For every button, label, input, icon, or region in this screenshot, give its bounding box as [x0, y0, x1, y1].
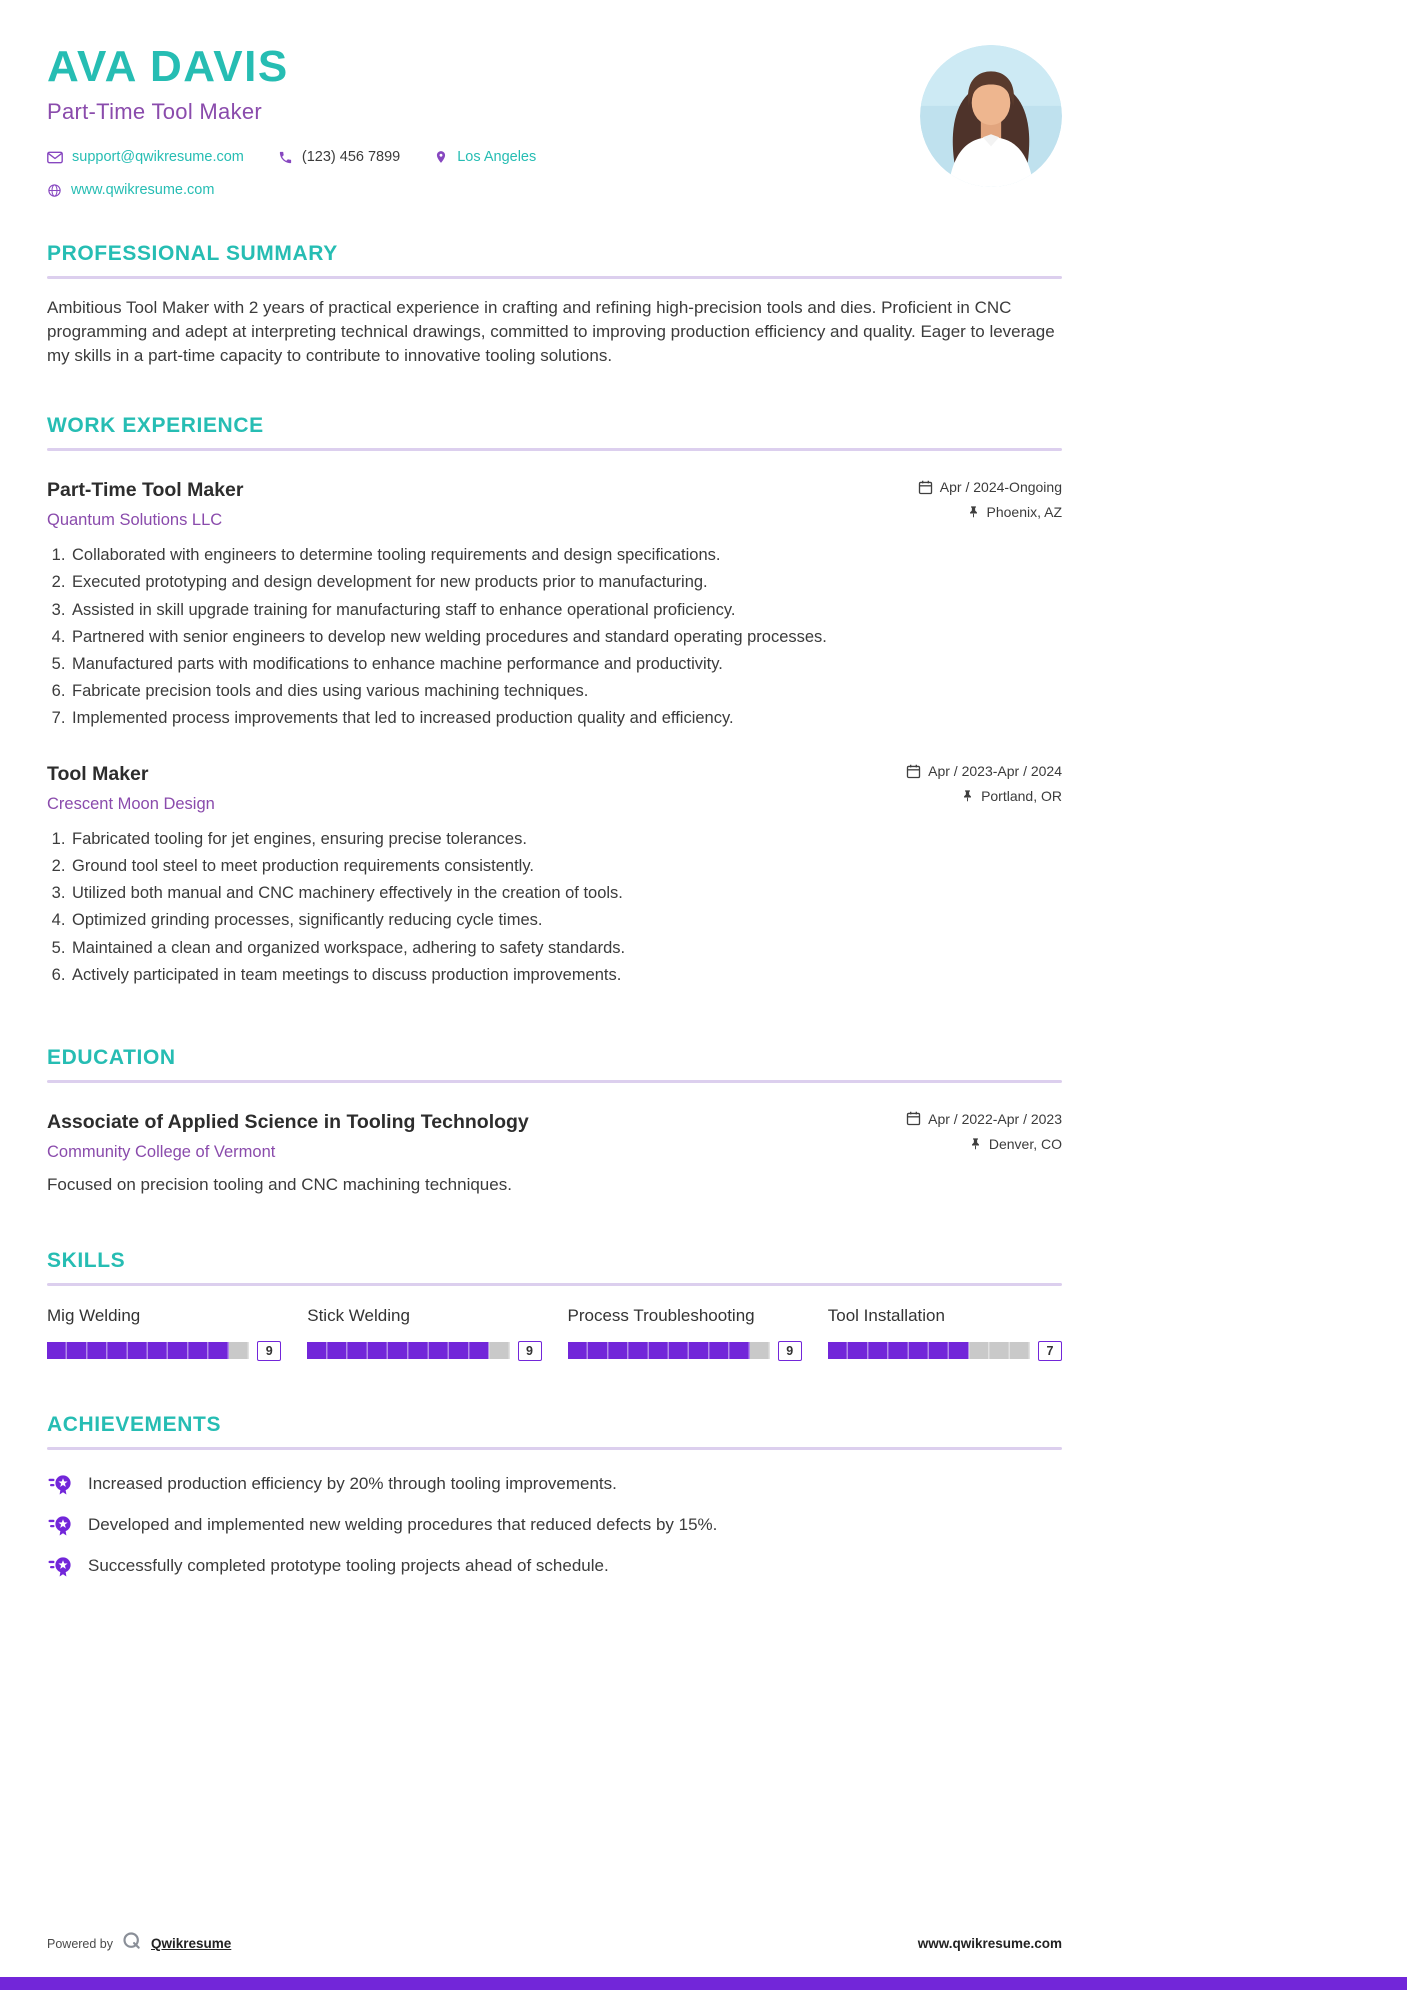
header [47, 42, 1062, 198]
contact-row-1 [47, 149, 536, 165]
job-location-text: Portland, OR [981, 788, 1062, 805]
education-dates-text: Apr / 2022-Apr / 2023 [928, 1110, 1062, 1127]
contact-row-2 [47, 182, 536, 198]
section-achievements [47, 1413, 1062, 1578]
footer [47, 1931, 1062, 1956]
skill-bar [568, 1342, 770, 1359]
job-2-titles [47, 763, 215, 814]
achievement-text: Increased production efficiency by 20% through tooling improvements. [88, 1473, 617, 1493]
section-divider [47, 1283, 1062, 1286]
education-description: Focused on precision tooling and CNC machining techniques. [47, 1174, 512, 1194]
experience-bullet: 6. Actively participated in team meetings to discuss production improvements. [70, 965, 1062, 986]
skill-name: Stick Welding [307, 1305, 410, 1325]
experience-bullet: 1. Fabricated tooling for jet engines, ensuring precise tolerances. [70, 829, 1062, 850]
experience-bullet: 6. Fabricate precision tools and dies using various machining techniques. [70, 681, 1062, 702]
contact-phone [278, 149, 400, 165]
section-skills [47, 1249, 1062, 1361]
job-2-bullets [47, 829, 1062, 986]
section-divider [47, 1447, 1062, 1450]
experience-bullet: 2. Executed prototyping and design development for new products prior to manufacturing. [70, 572, 1062, 593]
bottom-accent-bar [0, 1977, 1407, 1990]
qwikresume-logo-icon [122, 1931, 142, 1956]
summary-text: Ambitious Tool Maker with 2 years of practical experience in crafting and refining high-precision tools and dies. Proficient in CNC programming and adept at interpreting technical drawings, committed to improving production efficiency and quality. Eager to leverage my skills in a part-time capacity to contribute to innovative tooling solutions. [47, 298, 1055, 366]
experience-bullet: 5. Manufactured parts with modifications to enhance machine performance and productivity. [70, 654, 1062, 675]
footer-website: www.qwikresume.com [917, 1936, 1062, 1951]
email-link[interactable]: support@qwikresume.com [72, 149, 244, 165]
calendar-icon [906, 764, 921, 779]
education-dates [906, 1111, 1062, 1127]
skill-bar [47, 1342, 249, 1359]
skill-item [828, 1306, 1062, 1361]
job-title: Tool Maker [47, 763, 149, 786]
job-entry-2 [47, 763, 1062, 986]
section-education [47, 1046, 1062, 1195]
job-1-meta [918, 479, 1062, 520]
website-link[interactable]: www.qwikresume.com [71, 182, 215, 198]
award-star-icon [47, 1472, 73, 1496]
skill-bar [307, 1342, 509, 1359]
skill-value-badge: 9 [518, 1341, 542, 1361]
skill-value-badge: 9 [257, 1341, 281, 1361]
experience-bullet: 2. Ground tool steel to meet production requirements consistently. [70, 856, 1062, 877]
skills-grid [47, 1306, 1062, 1361]
job-2-meta [906, 763, 1062, 804]
skill-item [568, 1306, 802, 1361]
school-name: Community College of Vermont [47, 1142, 276, 1161]
phone-number: (123) 456 7899 [301, 149, 401, 165]
achievement-text: Developed and implemented new welding procedures that reduced defects by 15%. [88, 1514, 718, 1534]
contact-block [47, 149, 536, 198]
experience-heading: WORK EXPERIENCE [47, 414, 264, 438]
job-title: Part-Time Tool Maker [47, 479, 244, 502]
job-location-text: Phoenix, AZ [986, 504, 1062, 521]
contact-location [434, 149, 536, 165]
footer-branding [47, 1931, 231, 1956]
section-experience [47, 414, 1062, 985]
job-dates-text: Apr / 2023-Apr / 2024 [928, 763, 1062, 780]
experience-bullet: 1. Collaborated with engineers to determine tooling requirements and design specifications. [70, 545, 1062, 566]
education-location-text: Denver, CO [988, 1135, 1062, 1152]
achievements-heading: ACHIEVEMENTS [47, 1412, 222, 1436]
education-meta [906, 1111, 1062, 1152]
achievement-item [47, 1472, 1062, 1496]
experience-bullet: 7. Implemented process improvements that led to increased production quality and efficiency. [70, 708, 1062, 729]
profile-photo [920, 45, 1062, 187]
education-heading: EDUCATION [47, 1045, 176, 1069]
education-location [969, 1136, 1062, 1152]
skill-item [307, 1306, 541, 1361]
candidate-name: AVA DAVIS [47, 42, 289, 91]
section-divider [47, 448, 1062, 451]
job-1-bullets [47, 545, 1062, 729]
phone-icon [278, 150, 293, 165]
section-divider [47, 276, 1062, 279]
degree-title: Associate of Applied Science in Tooling Technology [47, 1110, 529, 1133]
achievement-item [47, 1554, 1062, 1578]
contact-email [47, 149, 244, 165]
job-dates [918, 479, 1062, 495]
experience-bullet: 4. Optimized grinding processes, significantly reducing cycle times. [70, 910, 1062, 931]
skills-heading: SKILLS [47, 1248, 126, 1272]
powered-by-label: Powered by [47, 1936, 114, 1951]
job-1-titles [47, 479, 244, 530]
job-dates [906, 763, 1062, 779]
experience-bullet: 3. Assisted in skill upgrade training for manufacturing staff to enhance operational proficiency. [70, 600, 1062, 621]
envelope-icon [47, 151, 63, 164]
pushpin-icon [969, 1137, 982, 1151]
pushpin-icon [961, 789, 974, 803]
achievement-item [47, 1513, 1062, 1537]
job-dates-text: Apr / 2024-Ongoing [939, 479, 1062, 496]
skill-value-badge: 7 [1038, 1341, 1062, 1361]
award-star-icon [47, 1513, 73, 1537]
contact-website [47, 182, 214, 198]
achievement-text: Successfully completed prototype tooling projects ahead of schedule. [88, 1555, 609, 1575]
job-location [961, 788, 1062, 804]
job-company: Crescent Moon Design [47, 795, 215, 814]
education-entry [47, 1111, 1062, 1195]
qwikresume-brand-link[interactable]: Qwikresume [151, 1936, 232, 1951]
calendar-icon [918, 480, 933, 495]
experience-bullet: 4. Partnered with senior engineers to develop new welding procedures and standard operating processes. [70, 627, 1062, 648]
calendar-icon [906, 1111, 921, 1126]
skill-item [47, 1306, 281, 1361]
globe-icon [47, 183, 62, 198]
experience-bullet: 3. Utilized both manual and CNC machinery effectively in the creation of tools. [70, 883, 1062, 904]
pushpin-icon [967, 505, 980, 519]
job-entry-1 [47, 479, 1062, 729]
job-company: Quantum Solutions LLC [47, 511, 223, 530]
skill-value-badge: 9 [778, 1341, 802, 1361]
section-summary [47, 242, 1062, 368]
skill-name: Process Troubleshooting [567, 1305, 755, 1325]
location-text: Los Angeles [457, 149, 537, 165]
header-identity [47, 42, 536, 198]
section-divider [47, 1080, 1062, 1083]
skill-bar [828, 1342, 1030, 1359]
summary-heading: PROFESSIONAL SUMMARY [47, 242, 338, 265]
map-pin-icon [434, 149, 448, 165]
education-titles [47, 1111, 529, 1162]
skill-name: Tool Installation [827, 1305, 945, 1325]
candidate-title: Part-Time Tool Maker [47, 99, 263, 124]
skill-name: Mig Welding [47, 1305, 141, 1325]
experience-bullet: 5. Maintained a clean and organized workspace, adhering to safety standards. [70, 938, 1062, 959]
achievements-list [47, 1472, 1062, 1578]
award-star-icon [47, 1554, 73, 1578]
job-location [967, 504, 1063, 520]
